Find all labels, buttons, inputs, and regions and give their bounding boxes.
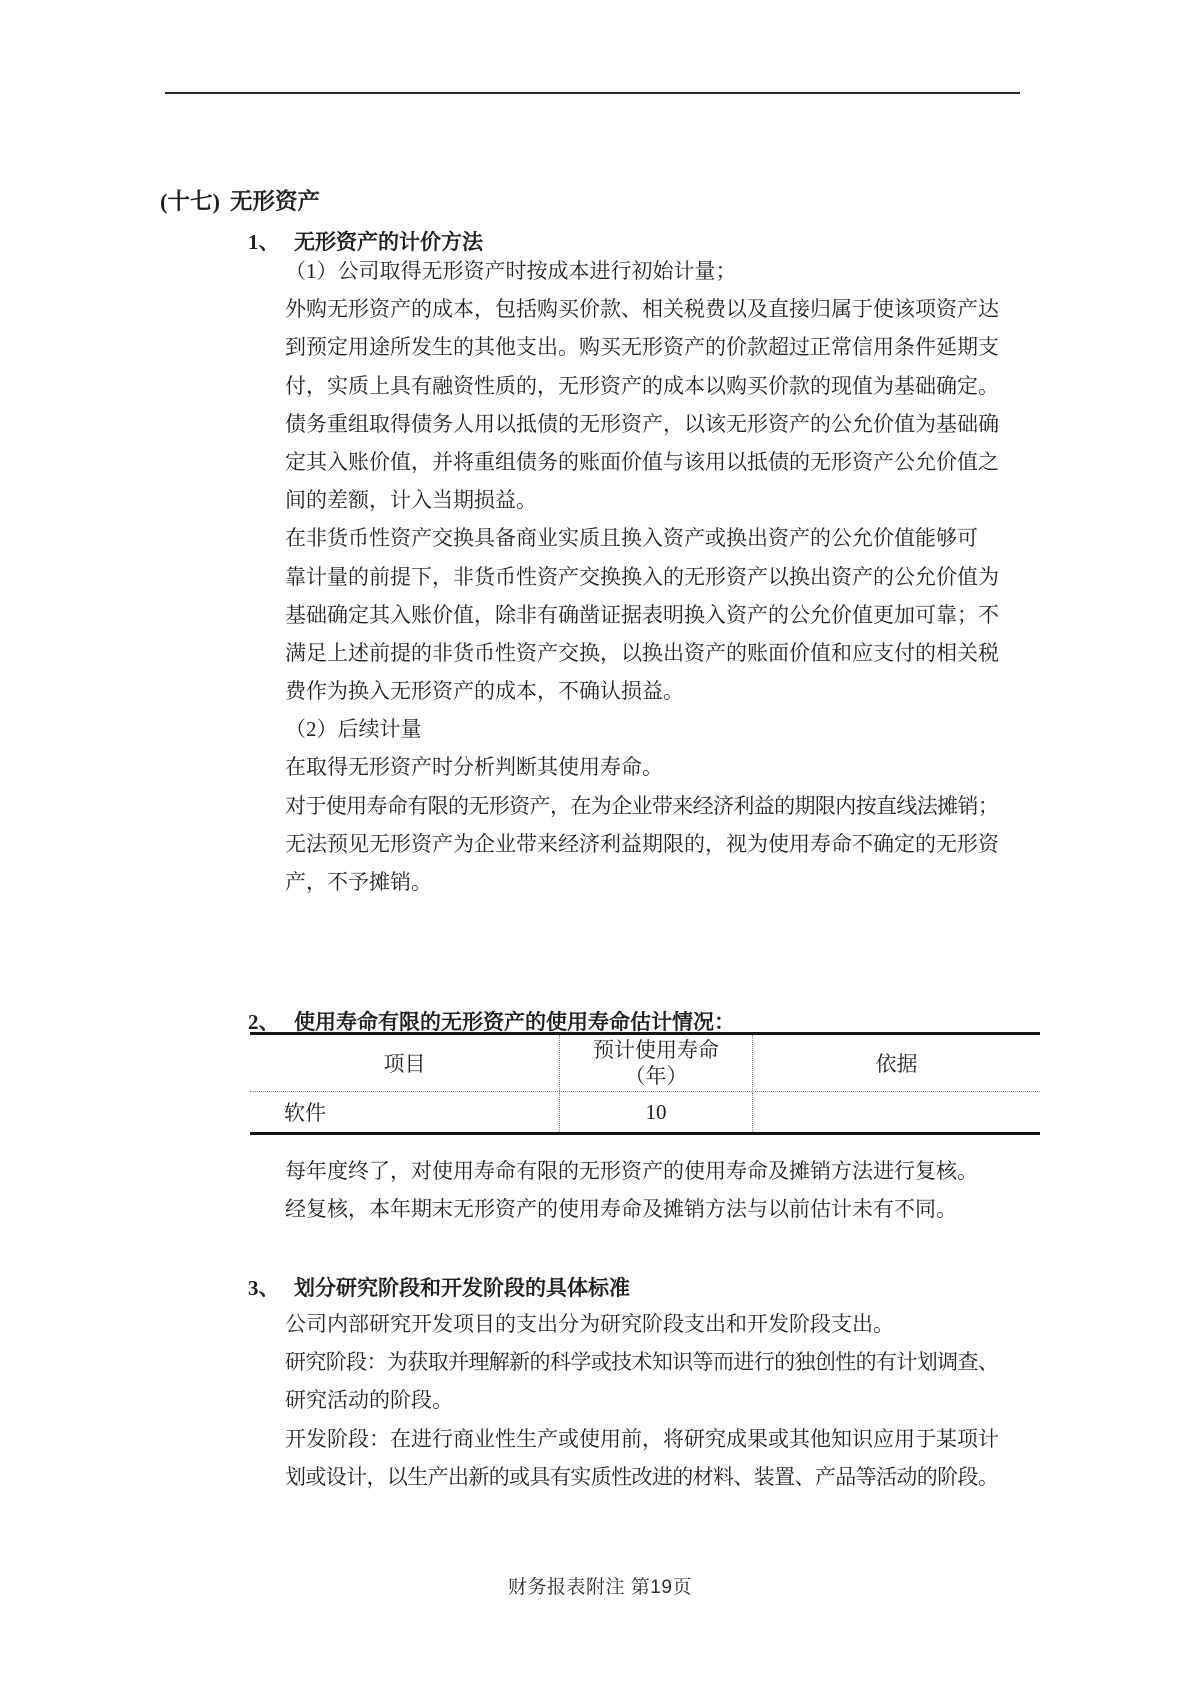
table-data-row [250,1091,1040,1132]
subsection-3-body [285,1305,1020,1496]
paragraph-line: 在取得无形资产时分析判断其使用寿命。 [285,755,663,780]
subsection-1-title: 无形资产的计价方法 [294,230,483,254]
paragraph-line: 费作为换入无形资产的成本，不确认损益。 [285,679,684,704]
paragraph-line: 在非货币性资产交换具备商业实质且换入资产或换出资产的公允价值能够可 [285,526,978,551]
paragraph-line: 研究活动的阶段。 [285,1388,453,1413]
subsection-1-number: 1、 [248,230,280,254]
paragraph-line: 基础确定其入账价值，除非有确凿证据表明换入资产的公允价值更加可靠；不 [285,602,999,627]
paragraph-line: 公司内部研究开发项目的支出分为研究阶段支出和开发阶段支出。 [285,1312,894,1336]
table-header-life [560,1035,753,1091]
useful-life-table [250,1032,1040,1135]
cell-basis [753,1092,1040,1132]
paragraph-line: 开发阶段：在进行商业性生产或使用前，将研究成果或其他知识应用于某项计 [285,1426,999,1451]
paragraph-line: 无法预见无形资产为企业带来经济利益期限的，视为使用寿命不确定的无形资 [285,831,999,856]
cell-life-years: 10 [560,1092,753,1132]
paragraph-line: 产，不予摊销。 [285,870,432,894]
subsection-3-title: 划分研究阶段和开发阶段的具体标准 [294,1276,630,1300]
paragraph-line: （2）后续计量 [285,717,422,742]
table-header-life-line1: 预计使用寿命 [593,1038,719,1062]
subsection-2-title: 使用寿命有限的无形资产的使用寿命估计情况： [294,1010,735,1034]
paragraph-line: 研究阶段：为获取并理解新的科学或技术知识等而进行的独创性的有计划调查、 [285,1350,999,1375]
paragraph-line: 每年度终了，对使用寿命有限的无形资产的使用寿命及摊销方法进行复核。 [285,1159,978,1183]
subsection-3-number: 3、 [248,1276,280,1300]
subsection-2-body [285,1152,1020,1228]
paragraph-line: 经复核，本年期末无形资产的使用寿命及摊销方法与以前估计未有不同。 [285,1197,957,1222]
section-number: (十七) [160,189,220,214]
paragraph-line: 对于使用寿命有限的无形资产，在为企业带来经济利益的期限内按直线法摊销； [285,793,999,818]
paragraph-line: 到预定用途所发生的其他支出。购买无形资产的价款超过正常信用条件延期支 [285,335,999,360]
header-rule [165,92,1020,94]
table-header-life-line2: （年） [624,1064,688,1088]
paragraph-line: 定其入账价值，并将重组债务的账面价值与该用以抵债的无形资产公允价值之 [285,449,999,474]
table-header-item: 项目 [250,1035,560,1091]
paragraph-line: 靠计量的前提下，非货币性资产交换换入的无形资产以换出资产的公允价值为 [285,564,999,589]
paragraph-line: 间的差额，计入当期损益。 [285,488,537,513]
subsection-3-heading [248,1272,630,1302]
cell-item-software: 软件 [250,1092,560,1132]
subsection-2-number: 2、 [248,1010,280,1034]
paragraph-line: 满足上述前提的非货币性资产交换，以换出资产的账面价值和应支付的相关税 [285,640,999,665]
page-footer: 财务报表附注 第19页 [508,1577,692,1598]
table-header-basis: 依据 [875,1052,918,1076]
paragraph-line: 划或设计，以生产出新的或具有实质性改进的材料、装置、产品等活动的阶段。 [285,1464,999,1489]
paragraph-line: 外购无形资产的成本，包括购买价款、相关税费以及直接归属于使该项资产达 [285,297,999,322]
paragraph-line: （1）公司取得无形资产时按成本进行初始计量； [285,259,737,283]
table-header-row [250,1035,1040,1091]
subsection-1-body [285,252,1020,901]
section-heading [160,184,320,216]
paragraph-line: 付，实质上具有融资性质的，无形资产的成本以购买价款的现值为基础确定。 [285,373,999,398]
paragraph-line: 债务重组取得债务人用以抵债的无形资产，以该无形资产的公允价值为基础确 [285,411,999,436]
section-title: 无形资产 [230,189,321,214]
